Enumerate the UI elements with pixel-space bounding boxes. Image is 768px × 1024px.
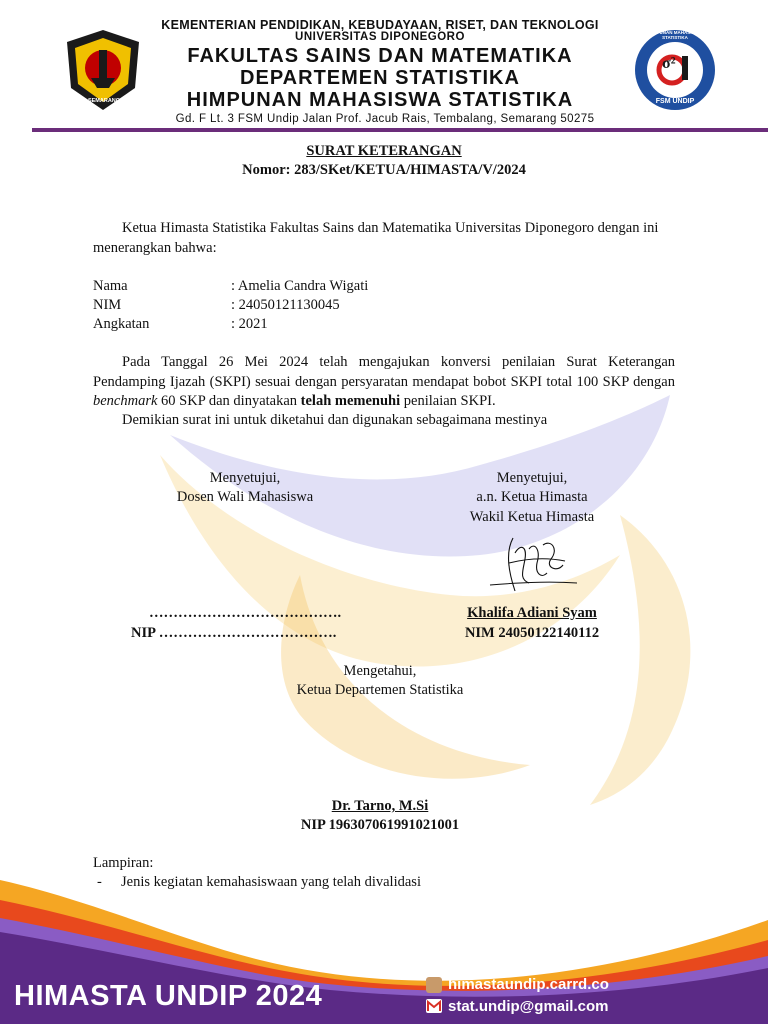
signature-icon (485, 533, 585, 598)
attachment-label: Lampiran: (93, 855, 154, 871)
body-bold: telah memenuhi (300, 393, 401, 409)
body-benchmark: benchmark (93, 393, 158, 409)
header-divider (32, 128, 768, 132)
himasta-logo-text-top: HIMPUNAN MAHASISWA STATISTIKA (648, 30, 702, 40)
body-text-1: Pada Tanggal 26 Mei 2024 telah mengajukan konversi penilaian Surat Keterangan Pendamping Ijazah (SKPI) sesuai dengan persyaratan mendapat bobot SKPI total 100 SKP dengan (93, 354, 675, 390)
himasta-logo-symbol: σ² (662, 55, 676, 72)
undip-logo-text-bottom: SEMARANG (87, 98, 121, 104)
attachment-bullet: - (97, 874, 102, 890)
field-value-nama: : Amelia Candra Wigati (231, 278, 369, 294)
left-role: Dosen Wali Mahasiswa (176, 489, 314, 505)
field-label-nim: NIM (93, 297, 122, 313)
himasta-logo-text-bottom: FSM UNDIP (655, 98, 695, 105)
department-name: DEPARTEMEN STATISTIKA (240, 67, 520, 89)
left-name-dots: …………………………………. (148, 605, 342, 621)
letter-number: Nomor: 283/SKet/KETUA/HIMASTA/V/2024 (242, 162, 526, 178)
known-label: Mengetahui, (343, 663, 417, 679)
head-name: Dr. Tarno, M.Si (331, 798, 429, 814)
known-role: Ketua Departemen Statistika (296, 682, 464, 698)
attachment-item: Jenis kegiatan kemahasiswaan yang telah divalidasi (121, 874, 421, 890)
body-text-3: penilaian SKPI. (403, 393, 496, 409)
address: Gd. F Lt. 3 FSM Undip Jalan Prof. Jacub Rais, Tembalang, Semarang 50275 (175, 113, 595, 125)
body-paragraph (93, 353, 675, 412)
mail-icon (426, 999, 442, 1013)
faculty-name: FAKULTAS SAINS DAN MATEMATIKA (187, 45, 573, 67)
field-value-nim: : 24050121130045 (231, 297, 340, 313)
left-approve: Menyetujui, (209, 470, 281, 486)
head-nip: NIP 196307061991021001 (300, 817, 460, 833)
right-name: Khalifa Adiani Syam (467, 605, 597, 621)
footer-website[interactable]: himastaundip.carrd.co (448, 976, 609, 993)
right-role-2: Wakil Ketua Himasta (469, 509, 595, 525)
right-nim: NIM 24050122140112 (464, 625, 600, 641)
left-nip: NIP ………………………………. (131, 625, 337, 641)
closing-paragraph: Demikian surat ini untuk diketahui dan digunakan sebagaimana mestinya (122, 412, 548, 428)
website-icon (426, 977, 442, 993)
footer-brand: HIMASTA UNDIP 2024 (14, 980, 323, 1012)
intro-paragraph: Ketua Himasta Statistika Fakultas Sains dan Matematika Universitas Diponegoro dengan ini menerangkan bahwa: (93, 220, 659, 256)
body-text-2: 60 SKP dan dinyatakan (161, 393, 298, 409)
association-name: HIMPUNAN MAHASISWA STATISTIKA (186, 89, 574, 111)
footer-email[interactable]: stat.undip@gmail.com (448, 998, 609, 1015)
field-label-angkatan: Angkatan (93, 316, 150, 332)
right-approve: Menyetujui, (496, 470, 568, 486)
letter-title: SURAT KETERANGAN (306, 143, 462, 159)
right-role-1: a.n. Ketua Himasta (476, 489, 588, 505)
university-name: UNIVERSITAS DIPONEGORO (295, 31, 465, 43)
field-value-angkatan: : 2021 (231, 316, 268, 332)
ministry-name: KEMENTERIAN PENDIDIKAN, KEBUDAYAAN, RISET, DAN TEKNOLOGI (161, 18, 599, 32)
field-label-nama: Nama (93, 278, 128, 294)
